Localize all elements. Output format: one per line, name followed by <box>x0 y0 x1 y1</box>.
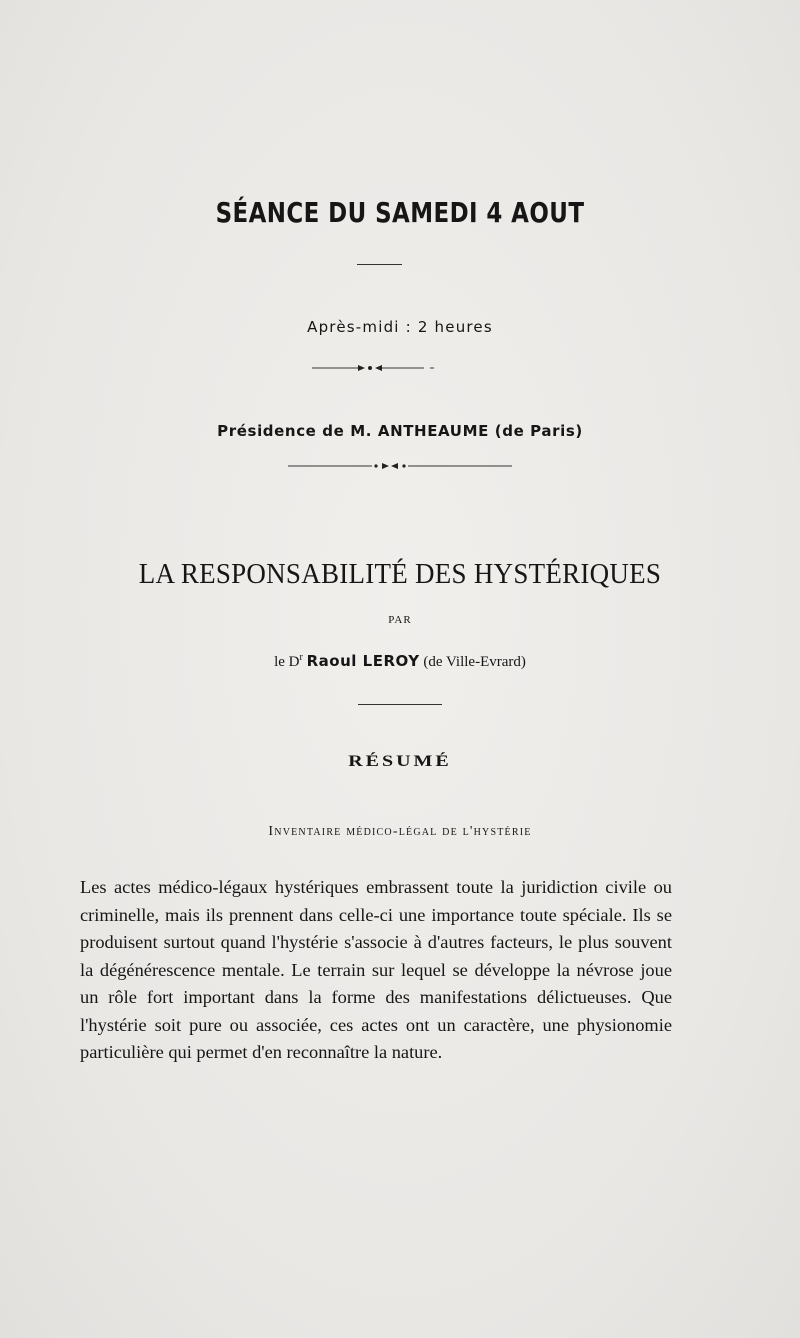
section-heading: RÉSUMÉ <box>348 752 452 770</box>
paper-title: LA RESPONSABILITÉ DES HYSTÉRIQUES <box>138 558 662 590</box>
author-sup: r <box>299 652 303 663</box>
body-paragraph: Les actes médico-légaux hystériques embrassent toute la juridiction civile ou criminelle, mais ils prennent dans celle-ci une importance toute spéciale. Ils se produisent surtout quand l'hystérie s'associe à d'autres facteurs, le plus souvent la dégénérescence mentale. Le terrain sur lequel se développe la névrose joue un rôle fort important dans la forme des manifestations délictueuses. Que l'hystérie soit pure ou associée, ces actes ont un caractère, une physionomie particulière qui permet d'en reconnaître la nature. <box>80 877 672 1062</box>
session-title: SÉANCE DU SAMEDI 4 AOUT <box>215 196 585 229</box>
author-affiliation: (de Ville-Evrard) <box>423 654 526 670</box>
divider-rule <box>357 264 402 265</box>
author-name: Raoul LEROY <box>306 652 420 670</box>
divider-rule <box>358 704 442 705</box>
author-prefix: le D <box>274 654 300 670</box>
session-time: Après-midi : 2 heures <box>307 318 493 336</box>
presidence-line: Présidence de M. ANTHEAUME (de Paris) <box>217 422 583 440</box>
par-label: PAR <box>388 614 412 626</box>
ornament-divider <box>312 364 434 372</box>
author-line <box>0 652 800 671</box>
subsection-heading: Inventaire médico-légal de l'hystérie <box>268 824 532 839</box>
ornament-divider <box>288 462 512 470</box>
